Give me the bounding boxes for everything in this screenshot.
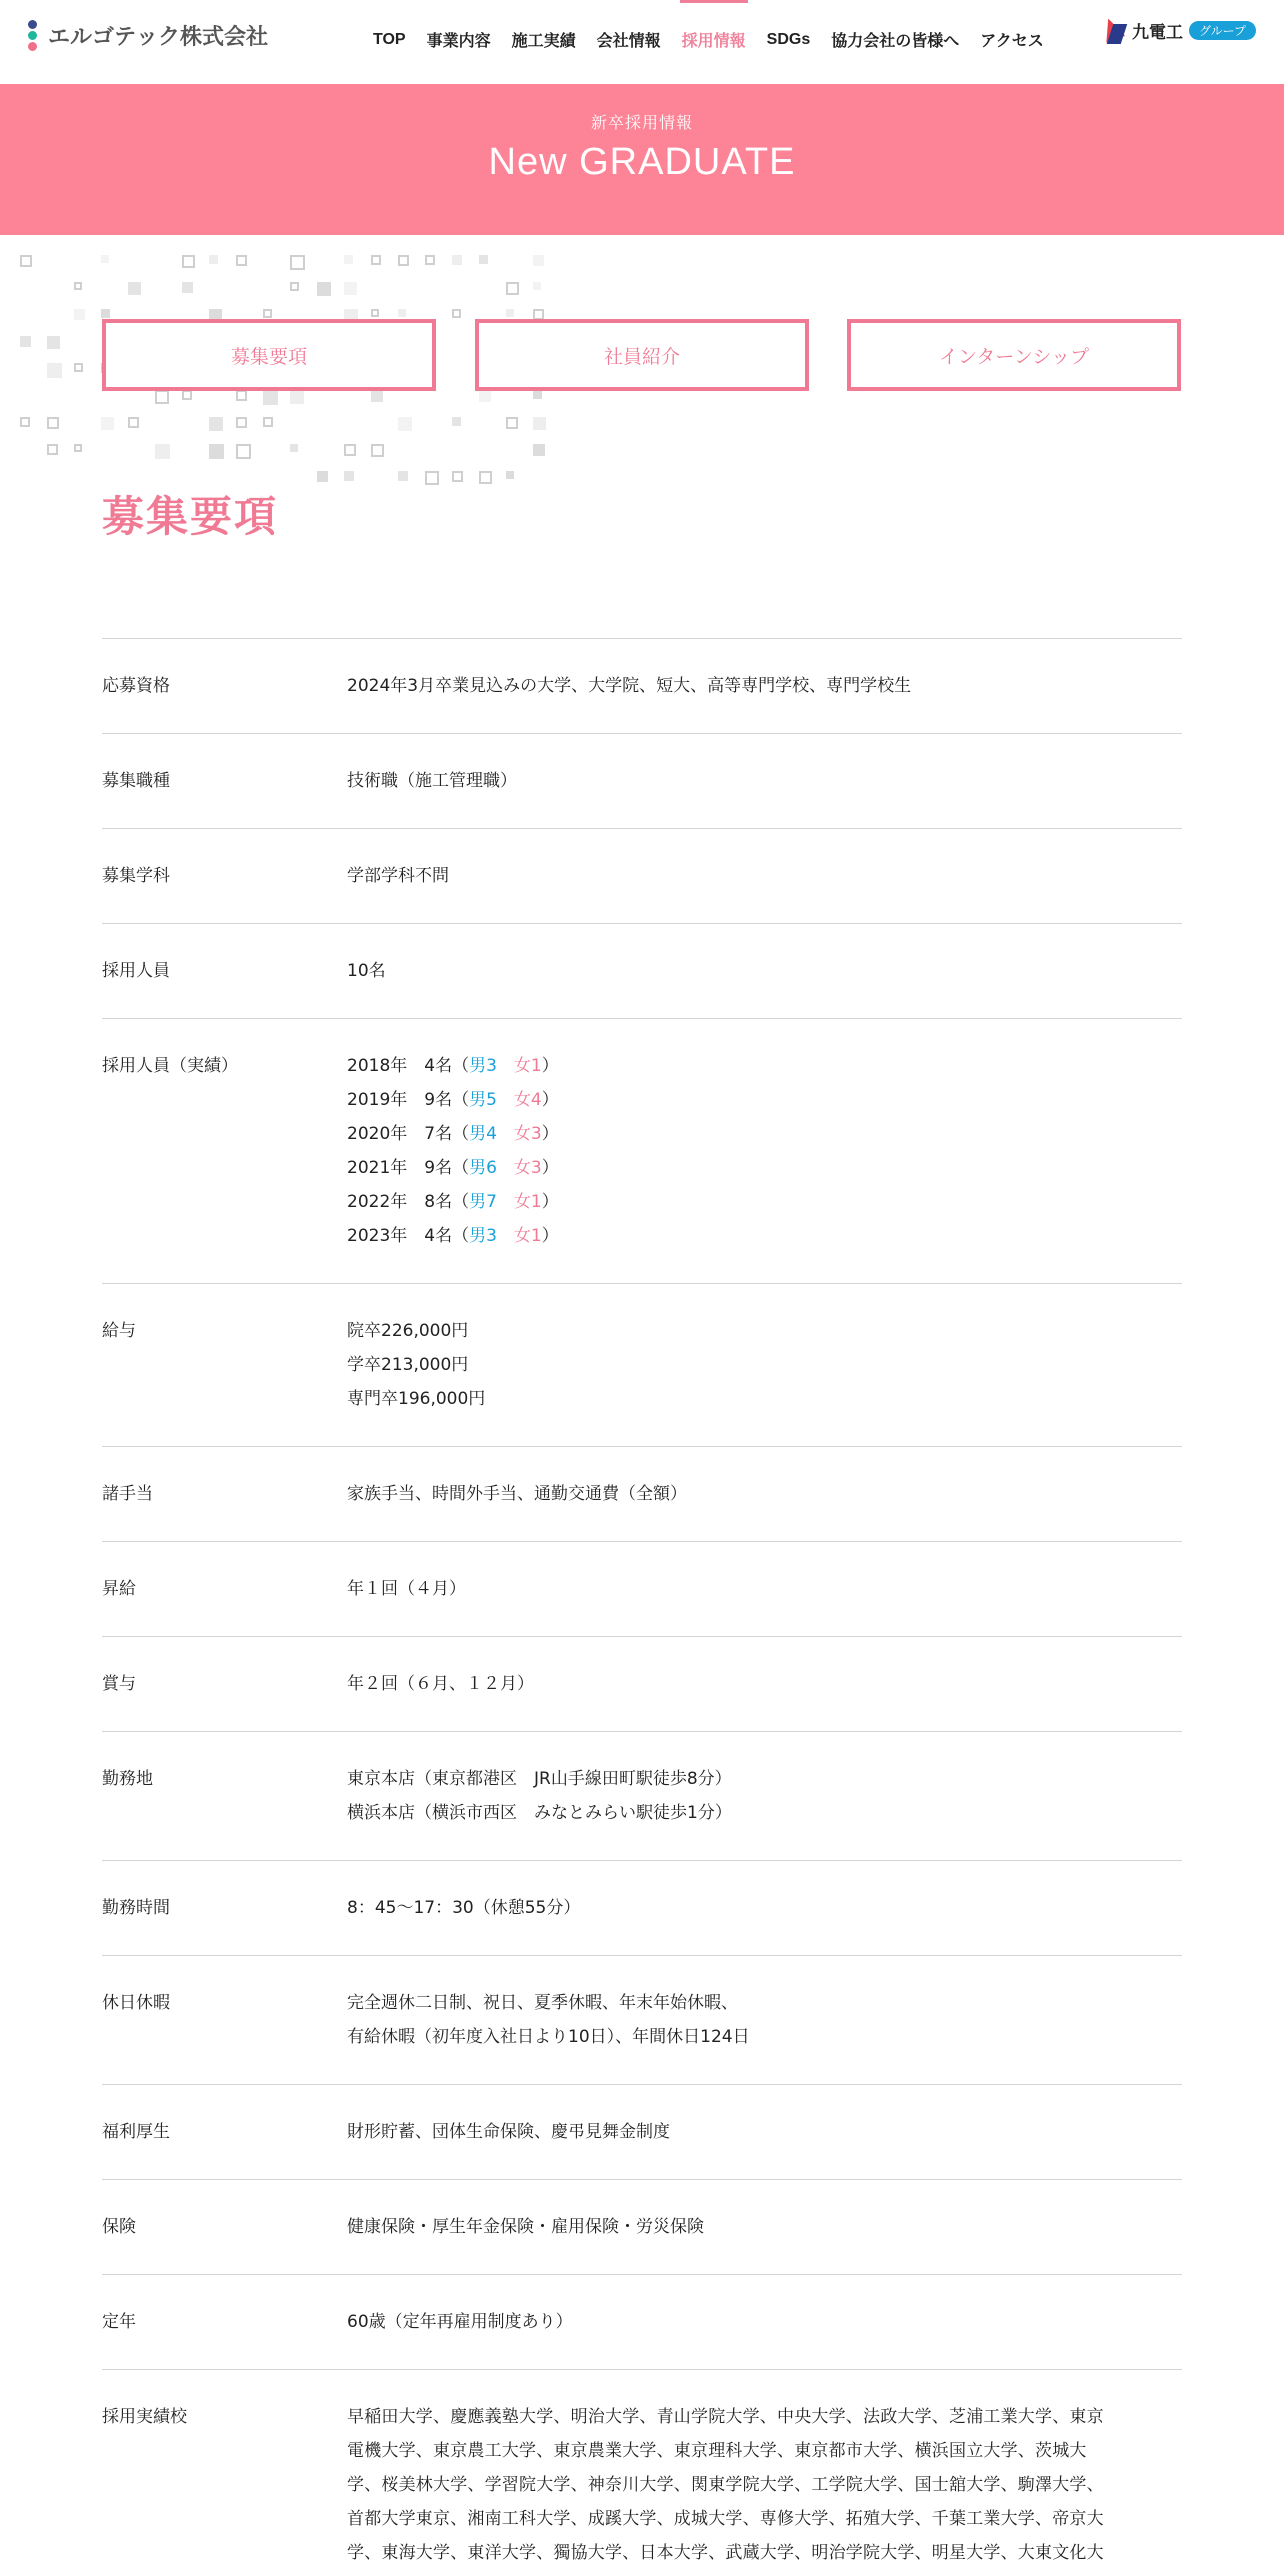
value-line: 横浜本店（横浜市西区 みなとみらい駅徒歩1分） <box>347 1803 732 1823</box>
logo-text: エルゴテック株式会社 <box>48 24 269 50</box>
decorative-square <box>425 471 439 485</box>
spacer <box>497 1192 514 1212</box>
result-male: 男3 <box>469 1056 497 1076</box>
value-line: 財形貯蓄、団体生命保険、慶弔見舞金制度 <box>347 2122 670 2142</box>
row-value <box>347 2115 1182 2149</box>
decorative-square <box>398 255 409 266</box>
result-female: 女3 <box>513 1158 542 1178</box>
row-value <box>347 764 1182 798</box>
decorative-square <box>344 444 356 456</box>
row-value <box>347 2305 1182 2339</box>
result-male: 男6 <box>469 1158 497 1178</box>
table-row <box>102 829 1182 924</box>
decorative-square <box>209 444 224 459</box>
decorative-square <box>20 417 30 427</box>
decorative-square <box>128 282 141 295</box>
decorative-square <box>398 309 406 317</box>
row-label: 諸手当 <box>102 1484 153 1504</box>
hero-banner <box>0 84 1284 235</box>
result-year: 2020年 <box>347 1124 408 1144</box>
row-value <box>347 1762 1182 1830</box>
decorative-square <box>236 255 247 266</box>
row-value <box>347 1314 1182 1416</box>
decorative-square <box>506 309 514 317</box>
result-year: 2022年 <box>347 1192 408 1212</box>
result-close: ） <box>541 1158 559 1178</box>
school-line: 首都大学東京、湘南工科大学、成蹊大学、成城大学、専修大学、拓殖大学、千葉工業大学、帝京大 <box>347 2509 1104 2529</box>
row-value <box>347 1572 1182 1606</box>
table-row <box>102 1732 1182 1861</box>
result-line <box>347 1185 1182 1219</box>
group-name: 九電工 <box>1132 22 1183 43</box>
decorative-square <box>479 255 488 264</box>
row-value <box>347 2210 1182 2244</box>
table-row <box>102 1284 1182 1447</box>
row-label: 採用人員（実績） <box>102 1056 238 1076</box>
decorative-square <box>452 309 461 318</box>
decorative-square <box>371 390 383 402</box>
table-row <box>102 2275 1182 2370</box>
decorative-square <box>398 417 412 431</box>
decorative-square <box>371 309 379 317</box>
decorative-square <box>74 309 85 320</box>
decorative-square <box>344 255 353 264</box>
value-line: 2024年3月卒業見込みの大学、大学院、短大、高等専門学校、専門学校生 <box>347 676 912 696</box>
company-logo[interactable] <box>26 18 268 52</box>
row-value <box>347 1986 1182 2054</box>
decorative-square <box>506 417 518 429</box>
tab-internship[interactable]: インターンシップ <box>847 319 1181 391</box>
result-year: 2018年 <box>347 1056 408 1076</box>
decorative-square <box>317 471 328 482</box>
value-line: 学部学科不問 <box>347 866 449 886</box>
decorative-square <box>155 390 169 404</box>
row-value <box>347 954 1182 988</box>
decorative-square <box>128 417 139 428</box>
result-total: 9名（ <box>424 1158 470 1178</box>
group-mark-icon <box>1100 14 1128 46</box>
hero-title: New GRADUATE <box>488 141 796 183</box>
decorative-square <box>209 417 223 431</box>
group-badge: グループ <box>1189 21 1256 40</box>
row-value <box>347 1049 1182 1253</box>
decorative-square <box>533 255 544 266</box>
table-row <box>102 2180 1182 2275</box>
result-close: ） <box>541 1226 559 1246</box>
hero-subtitle: 新卒採用情報 <box>590 113 693 132</box>
result-close: ） <box>541 1124 559 1144</box>
table-row <box>102 734 1182 829</box>
row-label: 応募資格 <box>102 676 170 696</box>
row-label: 採用人員 <box>102 961 170 981</box>
row-label: 勤務地 <box>102 1769 153 1789</box>
row-value <box>347 1477 1182 1511</box>
result-female: 女1 <box>513 1192 542 1212</box>
result-total: 4名（ <box>424 1056 470 1076</box>
decorative-square <box>20 255 32 267</box>
row-value <box>347 859 1182 893</box>
decorative-square <box>290 255 305 270</box>
decorative-square <box>209 255 218 264</box>
decorative-square <box>263 390 278 405</box>
value-line: 健康保険・厚生年金保険・雇用保険・労災保険 <box>347 2217 704 2237</box>
decorative-square <box>74 363 83 372</box>
nav-works[interactable]: 施工実績 <box>511 33 576 50</box>
table-row <box>102 639 1182 734</box>
main-nav <box>373 28 1065 51</box>
spacer <box>497 1090 514 1110</box>
decorative-square <box>452 255 462 265</box>
result-year: 2021年 <box>347 1158 408 1178</box>
decorative-square <box>74 282 82 290</box>
row-label: 休日休暇 <box>102 1993 170 2013</box>
decorative-square <box>263 417 273 427</box>
row-label: 定年 <box>102 2312 136 2332</box>
school-line: 電機大学、東京農工大学、東京農業大学、東京理科大学、東京都市大学、横浜国立大学、茨城大 <box>347 2441 1087 2461</box>
value-line: 60歳（定年再雇用制度あり） <box>347 2312 573 2332</box>
decorative-square <box>101 309 110 318</box>
row-value <box>347 2400 1182 2568</box>
row-value <box>347 1891 1182 1925</box>
group-logo[interactable] <box>1100 14 1256 46</box>
tab-staff[interactable]: 社員紹介 <box>475 319 809 391</box>
result-line <box>347 1219 1182 1253</box>
nav-recruit[interactable]: 採用情報 <box>682 28 746 51</box>
decorative-square <box>74 444 82 452</box>
spacer <box>497 1124 514 1144</box>
site-header <box>0 0 1284 84</box>
decorative-square <box>425 255 435 265</box>
decorative-square <box>236 417 247 428</box>
decorative-square <box>236 390 247 401</box>
school-line: 学、東海大学、東洋大学、獨協大学、日本大学、武蔵大学、明治学院大学、明星大学、大東文化大 <box>347 2543 1104 2563</box>
decorative-square <box>398 471 408 481</box>
result-total: 4名（ <box>424 1226 470 1246</box>
decorative-square <box>533 444 545 456</box>
result-year: 2019年 <box>347 1090 408 1110</box>
table-row <box>102 1542 1182 1637</box>
school-line: 学、桜美林大学、学習院大学、神奈川大学、関東学院大学、工学院大学、国士舘大学、駒澤大学、 <box>347 2475 1104 2495</box>
row-label: 勤務時間 <box>102 1898 170 1918</box>
decorative-square <box>479 390 491 402</box>
table-row <box>102 924 1182 1019</box>
logo-mark-icon <box>26 18 38 52</box>
tab-requirements[interactable]: 募集要項 <box>102 319 436 391</box>
result-female: 女3 <box>513 1124 542 1144</box>
result-total: 9名（ <box>424 1090 470 1110</box>
decorative-square <box>236 444 251 459</box>
decorative-square <box>182 255 195 268</box>
decorative-square <box>290 444 298 452</box>
result-male: 男4 <box>469 1124 497 1144</box>
decorative-square <box>182 282 193 293</box>
value-line: 年２回（６月、１２月） <box>347 1674 534 1694</box>
decorative-square <box>155 444 170 459</box>
row-label: 保険 <box>102 2217 136 2237</box>
decorative-square <box>101 417 114 430</box>
spacer <box>497 1056 514 1076</box>
value-line: 年１回（４月） <box>347 1579 466 1599</box>
nav-business[interactable]: 事業内容 <box>426 33 491 50</box>
result-female: 女1 <box>513 1056 542 1076</box>
result-line <box>347 1151 1182 1185</box>
decorative-square <box>533 417 546 430</box>
decorative-square <box>506 471 514 479</box>
value-line: 8：45〜17：30（休憩55分） <box>347 1898 581 1918</box>
table-row-schools <box>102 2370 1182 2568</box>
result-male: 男3 <box>469 1226 497 1246</box>
spacer <box>497 1226 514 1246</box>
result-year: 2023年 <box>347 1226 408 1246</box>
decorative-square <box>479 471 492 484</box>
value-line: 有給休暇（初年度入社日より10日）、年間休日124日 <box>347 2027 750 2047</box>
nav-access[interactable]: アクセス <box>980 33 1044 50</box>
value-line: 完全週休二日制、祝日、夏季休暇、年末年始休暇、 <box>347 1993 738 2013</box>
decorative-square <box>371 444 384 457</box>
decorative-square <box>290 390 304 404</box>
result-line <box>347 1117 1182 1151</box>
spacer <box>497 1158 514 1178</box>
value-line: 10名 <box>347 961 386 981</box>
spacer <box>407 1226 424 1246</box>
spacer <box>407 1056 424 1076</box>
decorative-square <box>47 363 62 378</box>
nav-partners[interactable]: 協力会社の皆様へ <box>831 33 960 50</box>
result-female: 女1 <box>513 1226 542 1246</box>
nav-top[interactable]: TOP <box>373 30 406 48</box>
decorative-square <box>290 282 299 291</box>
decorative-square <box>182 390 192 400</box>
row-label: 募集学科 <box>102 866 170 886</box>
row-value <box>347 1667 1182 1701</box>
result-close: ） <box>541 1056 559 1076</box>
row-label: 賞与 <box>102 1674 136 1694</box>
row-label: 給与 <box>102 1321 136 1341</box>
value-line: 東京本店（東京都港区 JR山手線田町駅徒歩8分） <box>347 1769 732 1789</box>
table-row <box>102 1956 1182 2085</box>
requirements-table <box>102 638 1182 2568</box>
row-label: 募集職種 <box>102 771 170 791</box>
result-close: ） <box>541 1192 559 1212</box>
decorative-square <box>344 471 354 481</box>
decorative-square <box>344 282 357 295</box>
table-row <box>102 1637 1182 1732</box>
decorative-square <box>101 255 109 263</box>
table-row-results <box>102 1019 1182 1284</box>
result-close: ） <box>541 1090 559 1110</box>
row-value <box>347 669 1182 703</box>
decorative-square <box>452 471 463 482</box>
spacer <box>407 1158 424 1178</box>
decorative-square <box>47 444 58 455</box>
value-line: 院卒226,000円 <box>347 1321 469 1341</box>
table-row <box>102 2085 1182 2180</box>
decorative-square <box>20 336 31 347</box>
value-line: 専門卒196,000円 <box>347 1389 486 1409</box>
nav-sdgs[interactable]: SDGs <box>766 30 811 48</box>
result-line <box>347 1083 1182 1117</box>
decorative-square <box>533 390 542 399</box>
decorative-square <box>506 282 519 295</box>
value-line: 家族手当、時間外手当、通勤交通費（全額） <box>347 1484 687 1504</box>
decorative-square <box>47 336 60 349</box>
row-label: 昇給 <box>102 1579 136 1599</box>
result-female: 女4 <box>513 1090 542 1110</box>
school-line: 早稲田大学、慶應義塾大学、明治大学、青山学院大学、中央大学、法政大学、芝浦工業大学、東京 <box>347 2407 1104 2427</box>
result-total: 8名（ <box>424 1192 470 1212</box>
section-tabs <box>102 319 1182 391</box>
decorative-square <box>533 282 541 290</box>
spacer <box>407 1124 424 1144</box>
spacer <box>407 1192 424 1212</box>
section-title: 募集要項 <box>102 492 279 541</box>
table-row <box>102 1861 1182 1956</box>
decorative-square <box>317 282 331 296</box>
value-line: 学卒213,000円 <box>347 1355 469 1375</box>
row-label: 福利厚生 <box>102 2122 170 2142</box>
decorative-square <box>452 417 461 426</box>
result-line <box>347 1049 1182 1083</box>
row-label: 採用実績校 <box>102 2407 187 2427</box>
decorative-square <box>371 255 381 265</box>
result-total: 7名（ <box>424 1124 470 1144</box>
result-male: 男7 <box>469 1192 497 1212</box>
decorative-square <box>263 309 272 318</box>
spacer <box>407 1090 424 1110</box>
table-row <box>102 1447 1182 1542</box>
nav-company[interactable]: 会社情報 <box>596 33 661 50</box>
result-male: 男5 <box>469 1090 497 1110</box>
decorative-square <box>47 417 59 429</box>
value-line: 技術職（施工管理職） <box>347 771 517 791</box>
